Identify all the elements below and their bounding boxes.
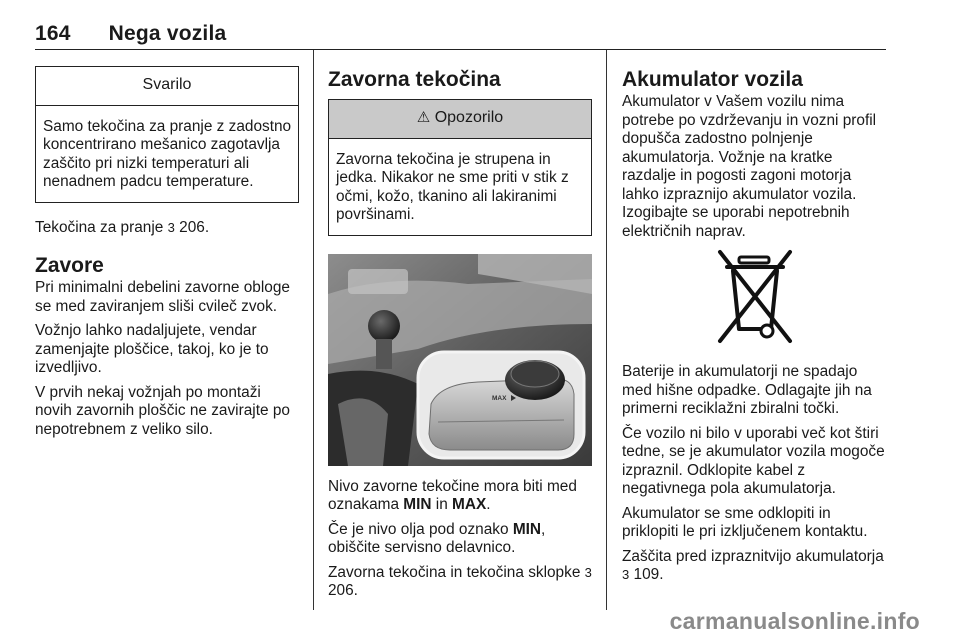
warning-text: Zavorna tekočina je strupena in jedka. Nikakor ne sme priti v stik z očmi, kožo, tkanino ali lakiranimi površinami. (336, 150, 569, 223)
paragraph: V prvih nekaj vožnjah po montaži novih zavornih ploščic ne zavirajte po nepotrebnem z veliko silo. (35, 383, 290, 438)
column-left (35, 50, 299, 445)
section-heading-brakes: Zavore (35, 254, 104, 277)
section-heading-battery: Akumulator vozila (622, 68, 803, 91)
page-link[interactable]: 206. (328, 582, 358, 599)
caution-box (35, 66, 299, 203)
page-link[interactable]: 206. (179, 218, 210, 236)
washer-fluid-reference: Tekočina za pranje 3 206. (35, 218, 210, 236)
column-divider (606, 50, 607, 610)
paragraph: Baterije in akumulatorji ne spadajo med hišne odpadke. Odlagajte jih na primerni reciklažni zbiralni točki. (622, 363, 872, 417)
arrow-icon: 3 (167, 219, 175, 235)
page-link[interactable]: 109. (633, 566, 664, 583)
section-heading-brake-fluid: Zavorna tekočina (328, 68, 501, 91)
column-divider (313, 50, 314, 610)
caution-title: Svarilo (36, 67, 298, 106)
arrow-icon: 3 (622, 567, 630, 582)
column-middle (328, 50, 592, 607)
warning-header (329, 100, 591, 139)
paragraph: Če vozilo ni bilo v uporabi več kot štiri tedne, se je akumulator vozila mogoče izpraznil. Odklopite kabel z negativnega pola akumulatorja. (622, 424, 885, 497)
paragraph: Vožnjo lahko nadaljujete, vendar zamenjajte ploščice, takoj, ko je to izvedljivo. (35, 322, 269, 376)
warning-title: Opozorilo (434, 109, 504, 126)
page-title: Nega vozila (108, 22, 227, 45)
brake-level-paragraph: Nivo zavorne tekočine mora biti med oznakama MIN in MAX. (328, 477, 577, 513)
service-paragraph: Če je nivo olja pod oznako MIN, obiščite servisno delavnico. (328, 520, 546, 556)
paragraph: Akumulator v Vašem vozilu nima potrebe po vzdrževanju in vozni profil dopušča zadostno polnjenje akumulatorja. Vožnje na kratke razdalje in pogosti zagoni motorja lahko izpraznijo akumulator vozila. Izogibajte se uporabi nepotrebnih električnih naprav. (622, 93, 877, 240)
warning-triangle-icon: ⚠ (416, 109, 431, 126)
paragraph: Akumulator se sme odklopiti in priklopiti le pri izključenem kontaktu. (622, 504, 868, 540)
caution-text: Samo tekočina za pranje z zadostno koncentrirano mešanico zagotavlja zaščito pri nizki temperaturi ali nenadnem padcu temperature. (43, 117, 292, 190)
page-number: 164 (35, 22, 71, 45)
warning-box (328, 99, 592, 236)
brake-clutch-fluid-reference: Zavorna tekočina in tekočina sklopke 3 206. (328, 563, 592, 599)
paragraph: Pri minimalni debelini zavorne obloge se med zaviranjem sliši cvileč zvok. (35, 279, 290, 315)
brake-fluid-reservoir-photo (328, 254, 592, 466)
crossed-out-bin-icon (717, 249, 793, 345)
column-right (622, 50, 888, 591)
watermark: carmanualsonline.info (669, 608, 920, 634)
arrow-icon: 3 (584, 564, 592, 580)
page-header (35, 22, 226, 46)
discharge-protection-reference: Zaščita pred izpraznitvijo akumulatorja 3 109. (622, 547, 884, 583)
max-mark-label: MAX (492, 394, 507, 402)
